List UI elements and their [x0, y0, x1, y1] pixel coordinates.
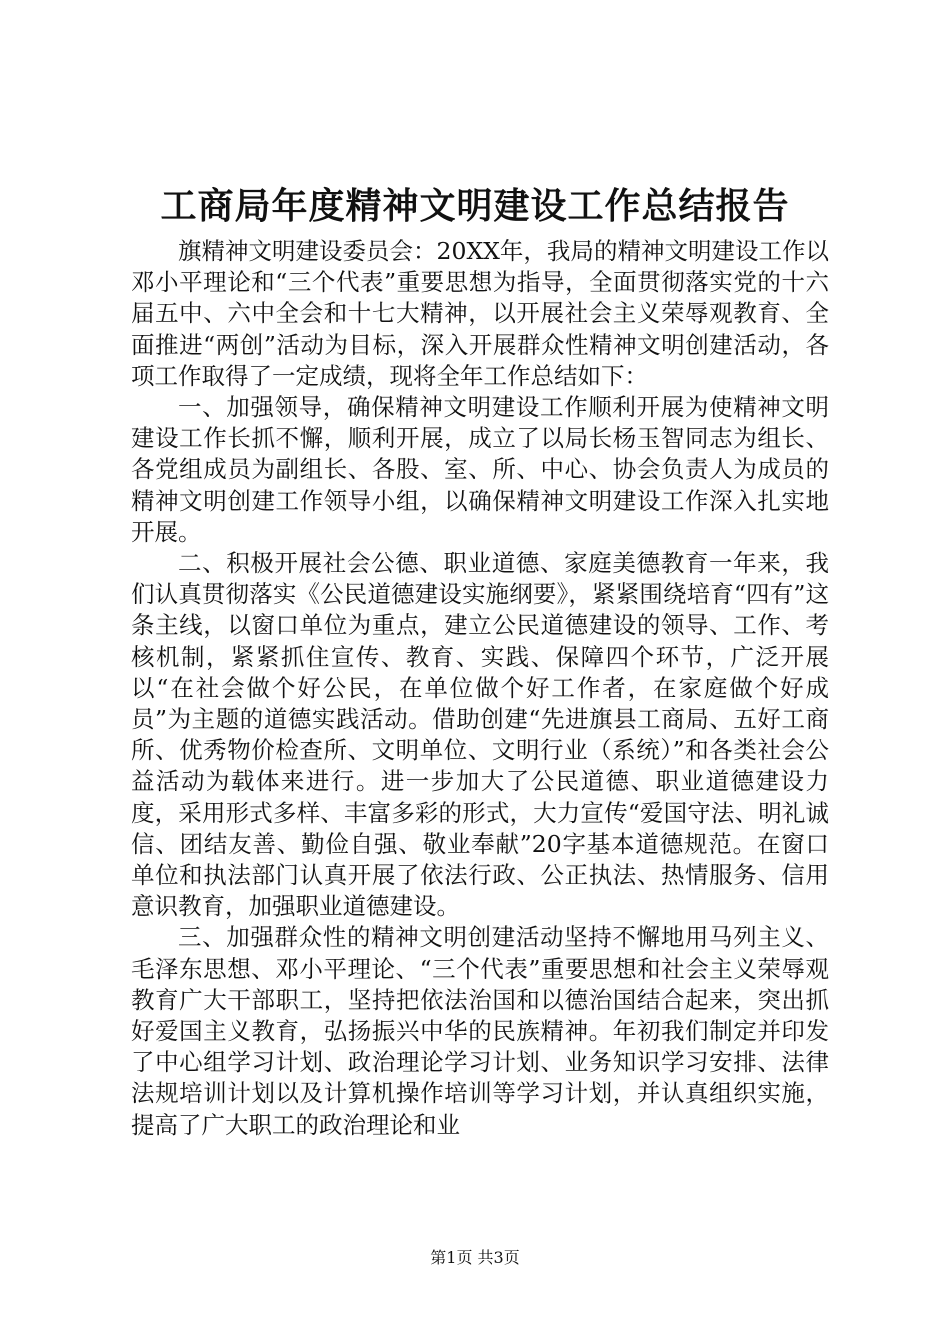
- intro-paragraph: 旗精神文明建设委员会：20XX年，我局的精神文明建设工作以邓小平理论和“三个代表”重要思想为指导，全面贯彻落实党的十六届五中、六中全会和十七大精神，以开展社会主义荣辱观教育、全面推进“两创”活动为目标，深入开展群众性精神文明创建活动，各项工作取得了一定成绩，现将全年工作总结如下：: [131, 237, 829, 390]
- section-one-paragraph: 一、加强领导，确保精神文明建设工作顺利开展为使精神文明建设工作长抓不懈，顺利开展，成立了以局长杨玉智同志为组长、各党组成员为副组长、各股、室、所、中心、协会负责人为成员的精神文明创建工作领导小组，以确保精神文明建设工作深入扎实地开展。: [131, 393, 829, 546]
- document-body: [131, 236, 829, 1141]
- page-number-footer: 第1页 共3页: [430, 1248, 520, 1267]
- document-title: 工商局年度精神文明建设工作总结报告: [160, 185, 790, 227]
- section-two-paragraph: 二、积极开展社会公德、职业道德、家庭美德教育一年来，我们认真贯彻落实《公民道德建设实施纲要》，紧紧围绕培育“四有”这条主线，以窗口单位为重点，建立公民道德建设的领导、工作、考核机制，紧紧抓住宣传、教育、实践、保障四个环节，广泛开展以“在社会做个好公民，在单位做个好工作者，在家庭做个好成员”为主题的道德实践活动。借助创建“先进旗县工商局、五好工商所、优秀物价检查所、文明单位、文明行业（系统）”和各类社会公益活动为载体来进行。进一步加大了公民道德、职业道德建设力度，采用形式多样、丰富多彩的形式，大力宣传“爱国守法、明礼诚信、团结友善、勤俭自强、敬业奉献”20字基本道德规范。在窗口单位和执法部门认真开展了依法行政、公正执法、热情服务、信用意识教育，加强职业道德建设。: [131, 549, 829, 921]
- section-three-paragraph: 三、加强群众性的精神文明创建活动坚持不懈地用马列主义、毛泽东思想、邓小平理论、“三个代表”重要思想和社会主义荣辱观教育广大干部职工，坚持把依法治国和以德治国结合起来，突出抓好爱国主义教育，弘扬振兴中华的民族精神。年初我们制定并印发了中心组学习计划、政治理论学习计划、业务知识学习安排、法律法规培训计划以及计算机操作培训等学习计划，并认真组织实施，提高了广大职工的政治理论和业: [131, 923, 829, 1139]
